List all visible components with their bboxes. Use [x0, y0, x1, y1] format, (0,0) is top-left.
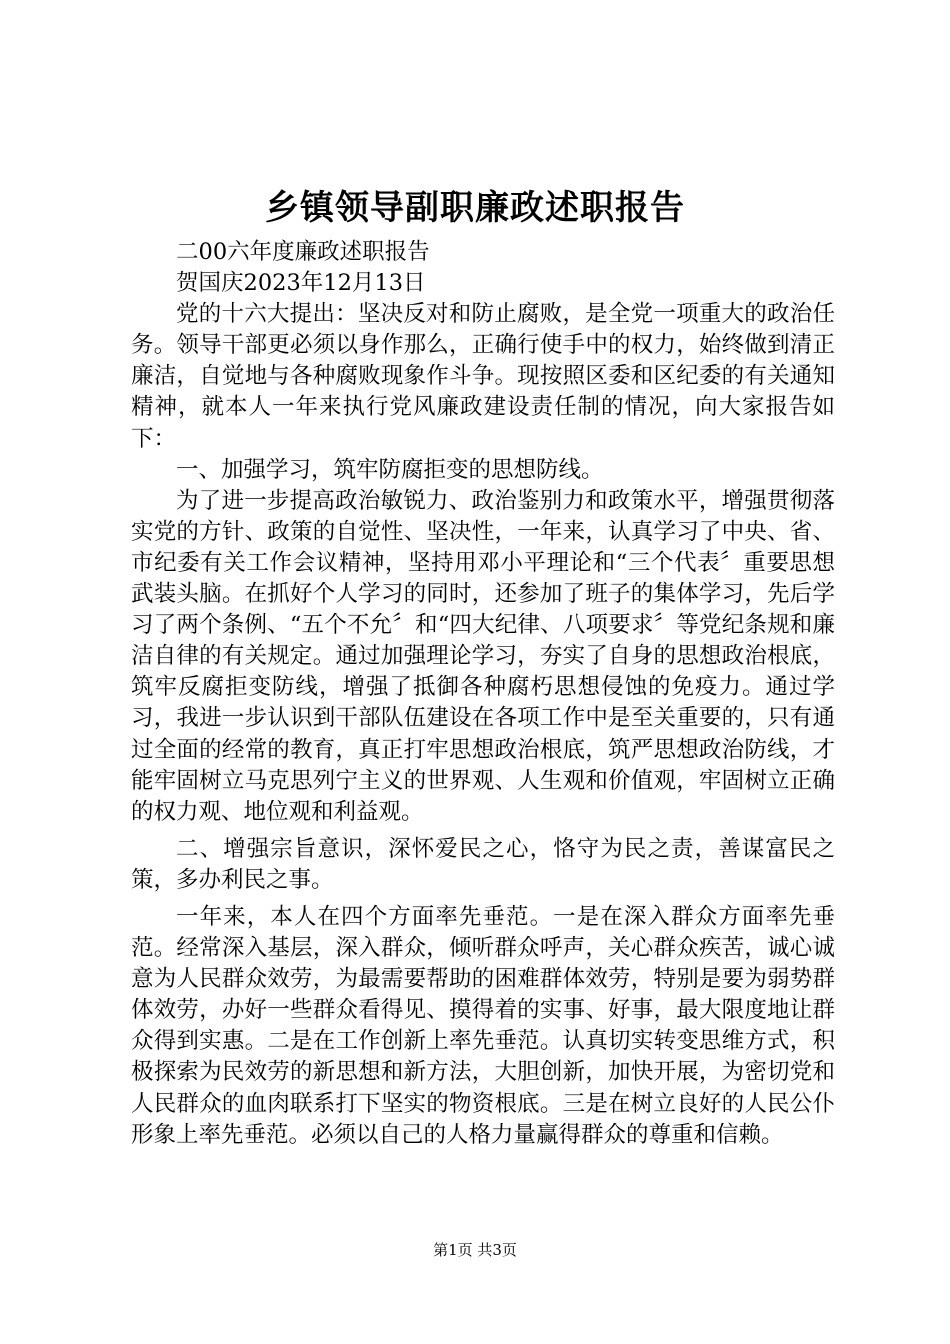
- document-title: 乡镇领导副职廉政述职报告: [265, 188, 685, 228]
- heading-section-2: 二、增强宗旨意识，深怀爱民之心，恪守为民之责，善谋富民之策，多办利民之事。: [131, 835, 835, 893]
- heading-section-1: 一、加强学习，筑牢防腐拒变的思想防线。: [176, 456, 604, 483]
- page-footer: 第1页 共3页: [433, 1241, 517, 1259]
- paragraph-section-2: 一年来，本人在四个方面率先垂范。一是在深入群众方面率先垂范。经常深入基层，深入群众，倾听群众呼声，关心群众疾苦，诚心诚意为人民群众效劳，为最需要帮助的困难群体效劳，特别是要为弱势群体效劳，办好一些群众看得见、摸得着的实事、好事，最大限度地让群众得到实惠。二是在工作创新上率先垂范。认真切实转变思维方式，积极探索为民效劳的新思想和新方法，大胆创新，加快开展，为密切党和人民群众的血肉联系打下坚实的物资根底。三是在树立良好的人民公仆形象上率先垂范。必须以自己的人格力量赢得群众的尊重和信赖。: [131, 903, 835, 1148]
- paragraph-intro: 党的十六大提出：坚决反对和防止腐败，是全党一项重大的政治任务。领导干部更必须以身作那么，正确行使手中的权力，始终做到清正廉洁，自觉地与各种腐败现象作斗争。现按照区委和区纪委的有关通知精神，就本人一年来执行党风廉政建设责任制的情况，向大家报告如下：: [131, 301, 835, 452]
- paragraph-year-report: 二00六年度廉政述职报告: [176, 239, 430, 265]
- paragraph-section-1: 为了进一步提高政治敏锐力、政治鉴别力和政策水平，增强贯彻落实党的方针、政策的自觉性、坚决性，一年来，认真学习了中央、省、市纪委有关工作会议精神，坚持用邓小平理论和“三个代表〞重要思想武装头脑。在抓好个人学习的同时，还参加了班子的集体学习，先后学习了两个条例、“五个不允〞和“四大纪律、八项要求〞等党纪条规和廉洁自律的有关规定。通过加强理论学习，夯实了自身的思想政治根底，筑牢反腐拒变防线，增强了抵御各种腐朽思想侵蚀的免疫力。通过学习，我进一步认识到干部队伍建设在各项工作中是至关重要的，只有通过全面的经常的教育，真正打牢思想政治根底，筑严思想政治防线，才能牢固树立马克思列宁主义的世界观、人生观和价值观，牢固树立正确的权力观、地位观和利益观。: [131, 487, 835, 825]
- document-body: [131, 237, 835, 1151]
- paragraph-author-date: 贺国庆2023年12月13日: [176, 270, 426, 297]
